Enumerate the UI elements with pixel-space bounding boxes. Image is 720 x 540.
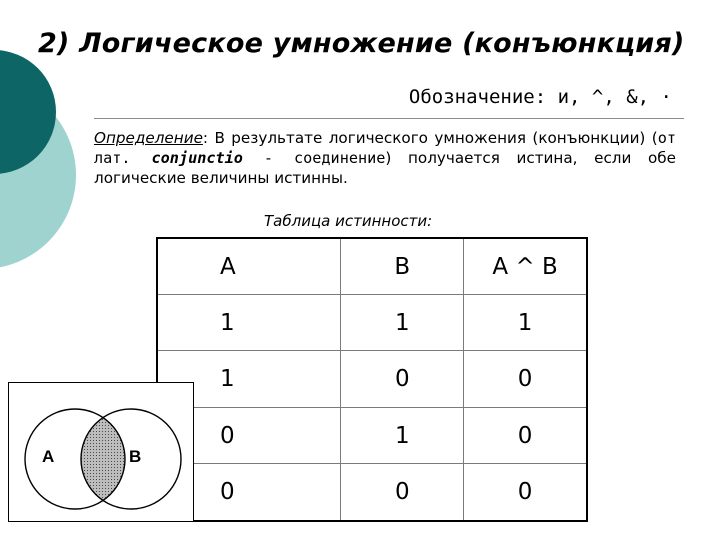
cell-b: 0: [341, 464, 464, 521]
cell-result: 1: [464, 295, 587, 351]
venn-label-b: B: [129, 447, 142, 466]
cell-result: 0: [464, 351, 587, 407]
definition-text-4: ) получается истина, если обе логические величины истинны.: [94, 149, 676, 187]
table-row: [157, 351, 587, 407]
header-result: A ^ B: [464, 238, 587, 295]
table-header-row: [157, 238, 587, 295]
divider-line: [94, 118, 684, 119]
cell-a: 1: [157, 351, 341, 407]
definition-text-2: от лат.: [94, 129, 676, 167]
cell-b: 1: [341, 295, 464, 351]
table-row: [157, 295, 587, 351]
venn-label-a: A: [42, 447, 55, 466]
table-caption: Таблица истинности:: [264, 212, 433, 230]
table-row: [157, 407, 587, 463]
venn-diagram-icon: [9, 383, 195, 523]
notation-text: Обозначение: и, ^, &, ·: [408, 86, 672, 108]
definition-paragraph: [94, 128, 676, 188]
table-row: [157, 464, 587, 521]
header-b: B: [341, 238, 464, 295]
header-a: A: [157, 238, 341, 295]
cell-a: 1: [157, 295, 341, 351]
cell-b: 0: [341, 351, 464, 407]
cell-result: 0: [464, 407, 587, 463]
definition-latin-word: conjunctio: [151, 149, 243, 167]
cell-a: 0: [157, 407, 341, 463]
definition-text-3: - соединение: [242, 149, 386, 167]
cell-b: 1: [341, 407, 464, 463]
truth-table: [156, 237, 588, 522]
cell-a: 0: [157, 464, 341, 521]
definition-text-1: : В результате логического умножения (конъюнкции) (: [202, 129, 658, 147]
slide-title: 2) Логическое умножение (конъюнкция): [38, 28, 685, 59]
venn-diagram: [8, 382, 194, 522]
cell-result: 0: [464, 464, 587, 521]
definition-lead: Определение: [94, 129, 203, 147]
